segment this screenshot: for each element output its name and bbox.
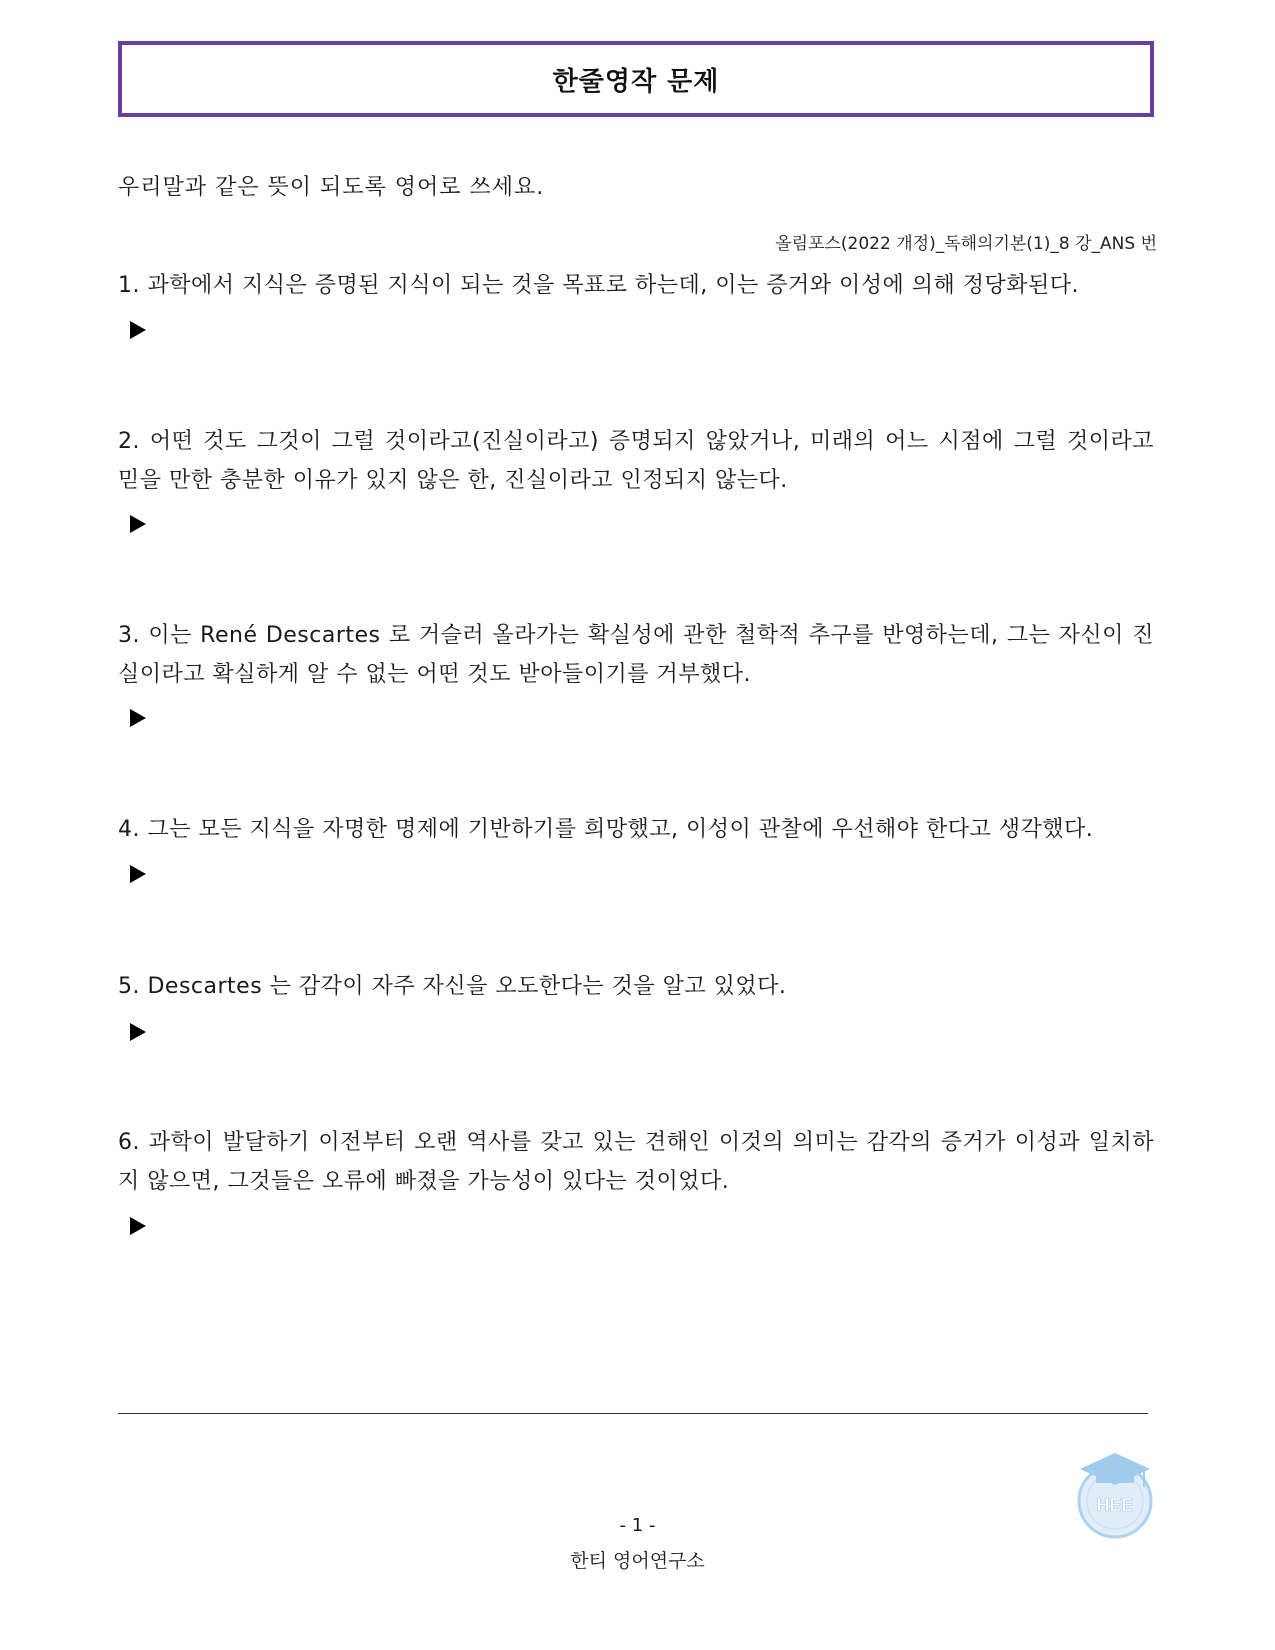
question-2: 2. 어떤 것도 그것이 그럴 것이라고(진실이라고) 증명되지 않았거나, 미래의 어느 시점에 그럴 것이라고 믿을 만한 충분한 이유가 있지 않은 한, 진실이라고 인정되지 않는다. bbox=[118, 429, 1154, 493]
source-label: 올림포스(2022 개정)_독해의기본(1)_8 강_ANS 번 bbox=[775, 234, 1157, 254]
answer-arrow-icon bbox=[128, 513, 148, 535]
page-number: - 1 - bbox=[619, 1515, 656, 1536]
page-title: 한줄영작 문제 bbox=[552, 66, 720, 97]
title-box bbox=[118, 41, 1154, 117]
logo-text: HEE bbox=[1096, 1495, 1134, 1515]
question-4: 4. 그는 모든 지식을 자명한 명제에 기반하기를 희망했고, 이성이 관찰에 우선해야 한다고 생각했다. bbox=[118, 817, 1094, 842]
answer-arrow-icon bbox=[128, 1021, 148, 1043]
question-5: 5. Descartes 는 감각이 자주 자신을 오도한다는 것을 알고 있었다. bbox=[118, 974, 787, 999]
question-6: 6. 과학이 발달하기 이전부터 오랜 역사를 갖고 있는 견해인 이것의 의미는 감각의 증거가 이성과 일치하지 않으면, 그것들은 오류에 빠졌을 가능성이 있다는 것이었다. bbox=[118, 1130, 1154, 1194]
answer-arrow-icon bbox=[128, 863, 148, 885]
answer-arrow-icon bbox=[128, 319, 148, 341]
footer-divider bbox=[118, 1413, 1148, 1414]
answer-arrow-icon bbox=[128, 1215, 148, 1237]
instruction-text: 우리말과 같은 뜻이 되도록 영어로 쓰세요. bbox=[118, 175, 545, 200]
footer-organization: 한티 영어연구소 bbox=[570, 1550, 705, 1572]
question-1: 1. 과학에서 지식은 증명된 지식이 되는 것을 목표로 하는데, 이는 증거와 이성에 의해 정당화된다. bbox=[118, 273, 1079, 298]
answer-arrow-icon bbox=[128, 707, 148, 729]
question-3: 3. 이는 René Descartes 로 거슬러 올라가는 확실성에 관한 철학적 추구를 반영하는데, 그는 자신이 진실이라고 확실하게 알 수 없는 어떤 것도 받아들이기를 거부했다. bbox=[118, 623, 1154, 687]
